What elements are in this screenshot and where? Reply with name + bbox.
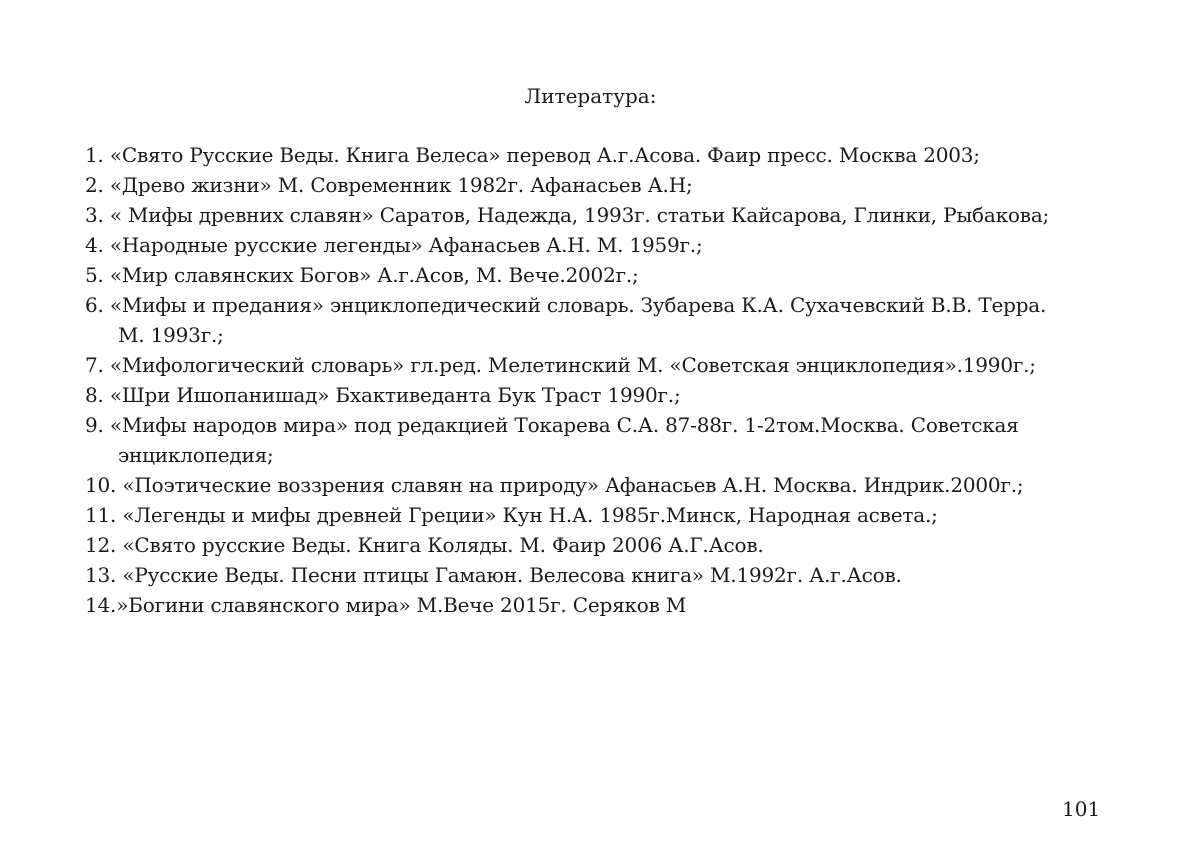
reference-item-13 — [85, 560, 1085, 590]
reference-line: 2. «Древо жизни» М. Современник 1982г. Афанасьев А.Н; — [85, 173, 693, 197]
reference-line: 5. «Мир славянских Богов» А.г.Асов, М. Вече.2002г.; — [85, 263, 639, 287]
reference-line: 10. «Поэтические воззрения славян на природу» Афанасьев А.Н. Москва. Индрик.2000г.; — [85, 473, 1024, 497]
reference-item-2 — [85, 170, 1085, 200]
reference-line: 12. «Свято русские Веды. Книга Коляды. М. Фаир 2006 А.Г.Асов. — [85, 533, 764, 557]
reference-item-6 — [85, 290, 1085, 350]
reference-line: 11. «Легенды и мифы древней Греции» Кун Н.А. 1985г.Минск, Народная асвета.; — [85, 503, 938, 527]
reference-item-1 — [85, 140, 1085, 170]
reference-item-14 — [85, 590, 1085, 620]
reference-line: 7. «Мифологический словарь» гл.ред. Мелетинский М. «Советская энциклопедия».1990г.; — [85, 353, 1036, 377]
reference-item-11 — [85, 500, 1085, 530]
reference-item-3 — [85, 200, 1085, 230]
reference-item-8 — [85, 380, 1085, 410]
reference-line: 4. «Народные русские легенды» Афанасьев А.Н. М. 1959г.; — [85, 233, 703, 257]
reference-line-continuation: М. 1993г.; — [118, 323, 224, 347]
reference-line: 6. «Мифы и предания» энциклопедический словарь. Зубарева К.А. Сухачевский В.В. Терра. — [85, 293, 1047, 317]
reference-item-5 — [85, 260, 1085, 290]
reference-list — [85, 140, 1085, 620]
reference-item-7 — [85, 350, 1085, 380]
reference-line: 14.»Богини славянского мира» М.Вече 2015г. Серяков М — [85, 593, 687, 617]
reference-item-12 — [85, 530, 1085, 560]
reference-line: 13. «Русские Веды. Песни птицы Гамаюн. Велесова книга» М.1992г. А.г.Асов. — [85, 563, 902, 587]
reference-item-9 — [85, 410, 1085, 470]
reference-line: 1. «Свято Русские Веды. Книга Велеса» перевод А.г.Асова. Фаир пресс. Москва 2003; — [85, 143, 980, 167]
reference-line: 3. « Мифы древних славян» Саратов, Надежда, 1993г. статьи Кайсарова, Глинки, Рыбакова; — [85, 203, 1050, 227]
reference-item-4 — [85, 230, 1085, 260]
reference-item-10 — [85, 470, 1085, 500]
reference-line: 9. «Мифы народов мира» под редакцией Токарева С.А. 87-88г. 1-2том.Москва. Советская — [85, 413, 1019, 437]
page-number: 101 — [1062, 797, 1101, 821]
page-heading: Литература: — [524, 84, 657, 108]
reference-line: 8. «Шри Ишопанишад» Бхактиведанта Бук Траст 1990г.; — [85, 383, 681, 407]
reference-line-continuation: энциклопедия; — [118, 443, 274, 467]
